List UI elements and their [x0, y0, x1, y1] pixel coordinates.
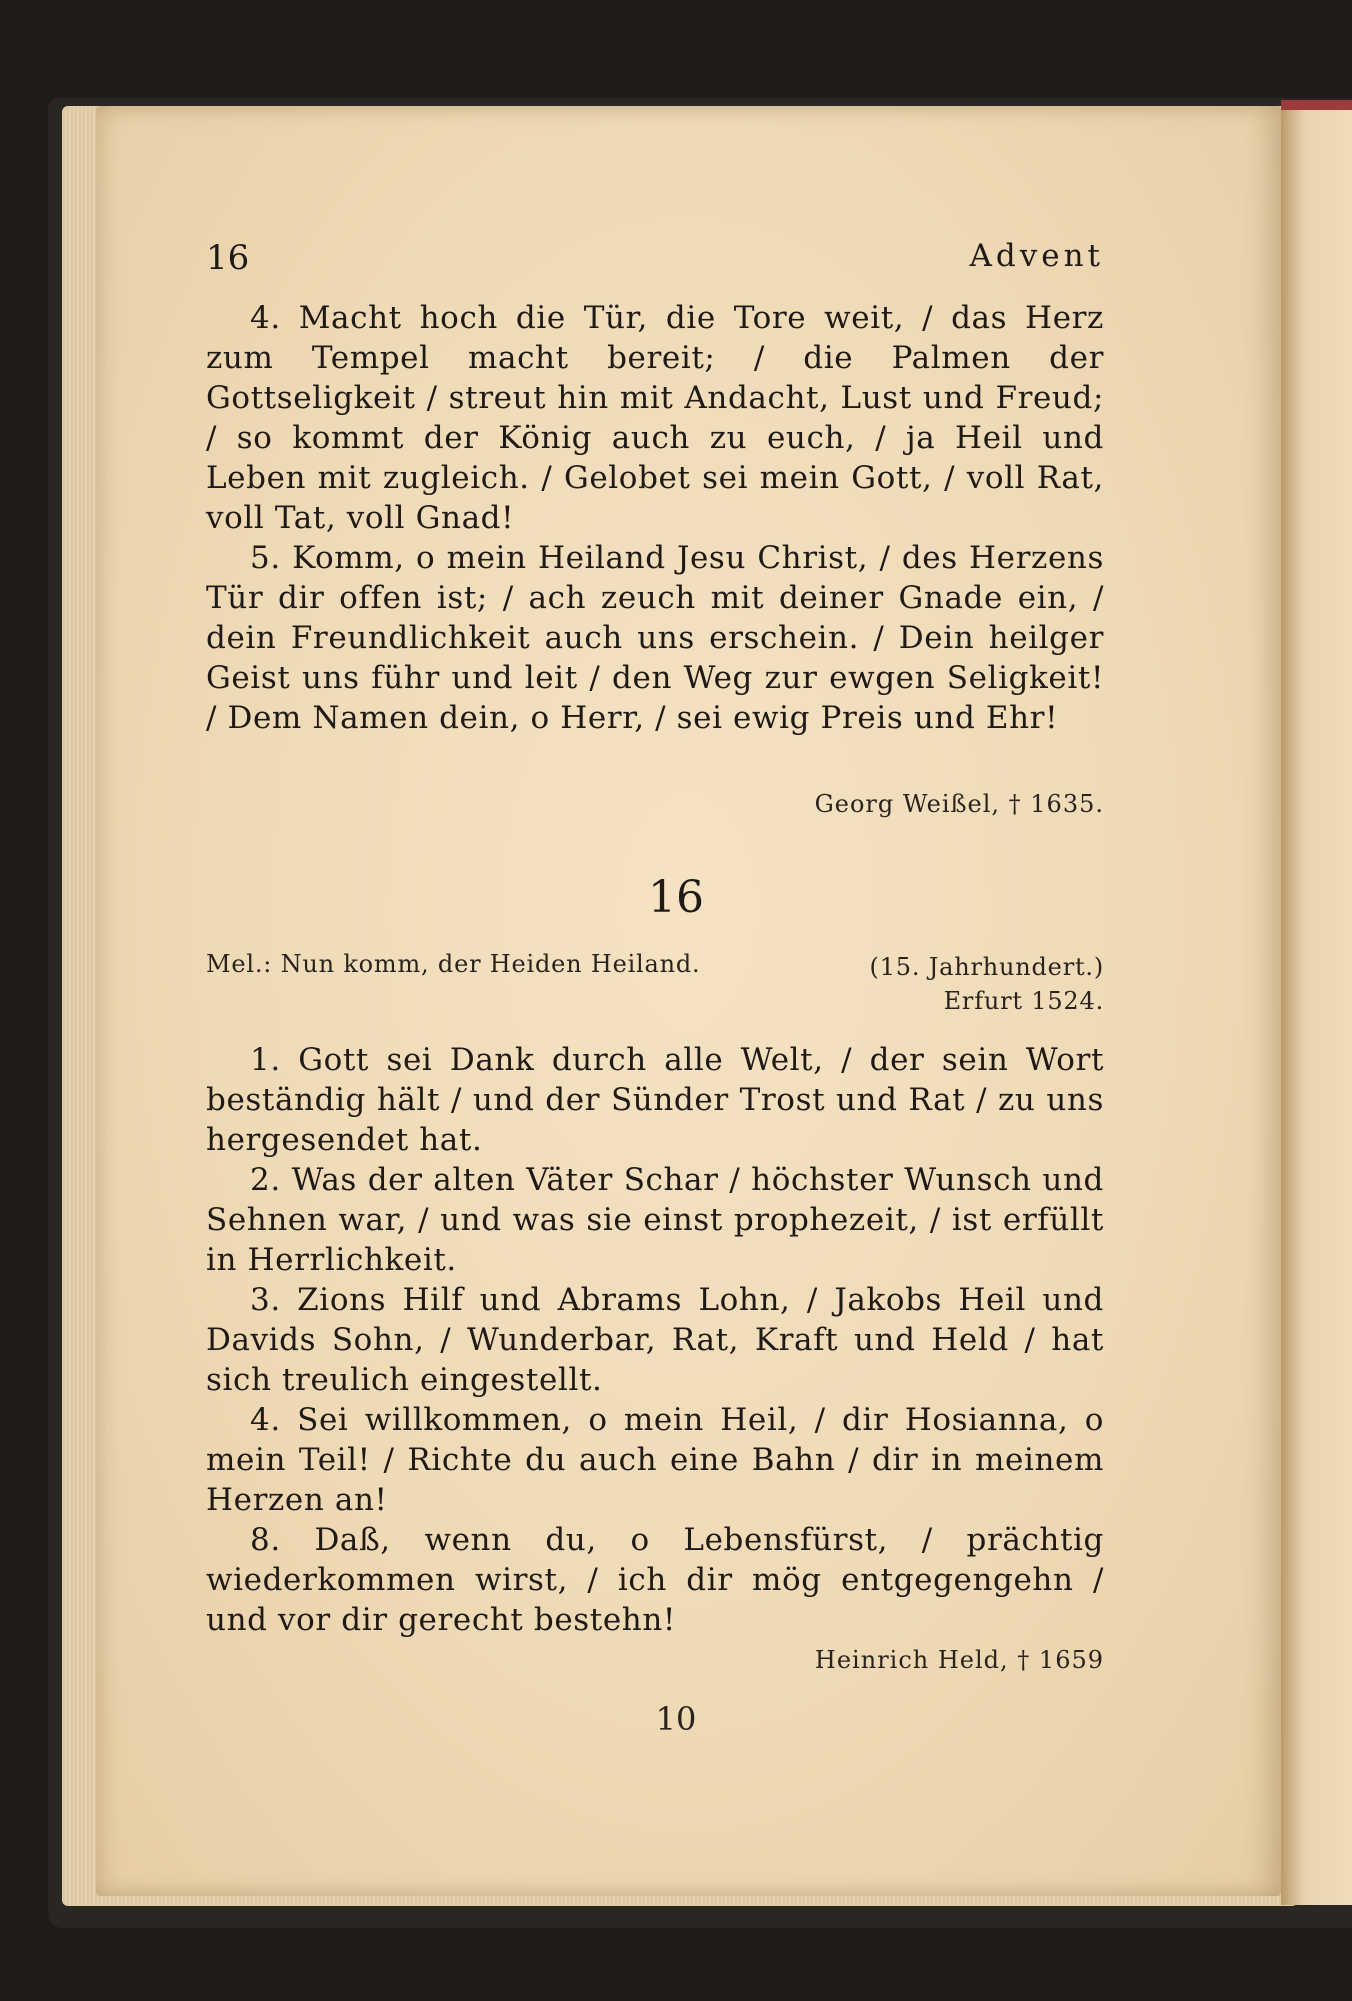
previous-hymn-stanzas — [206, 298, 1104, 738]
signature-mark: 10 — [655, 1700, 697, 1738]
running-title: Advent — [969, 238, 1104, 274]
stanza-5-prev: 5. Komm, o mein Heiland Jesu Christ, / des Herzens Tür dir offen ist; / ach zeuch mit deiner Gnade ein, / dein Freundlichkeit auch uns erschein. / Dein heilger Geist uns führ und leit / den Weg zur ewgen Seligkeit! / Dem Namen dein, o Herr, / sei ewig Preis und Ehr! — [206, 540, 1104, 736]
stanza-8: 8. Daß, wenn du, o Lebensfürst, / prächtig wiederkommen wirst, / ich dir mög entgegengehn / und vor dir gerecht bestehn! — [206, 1522, 1104, 1638]
hymn-number: 16 — [648, 872, 704, 923]
stanza-2: 2. Was der alten Väter Schar / höchster Wunsch und Sehnen war, / und was sie einst prophezeit, / ist erfüllt in Herrlichkeit. — [206, 1162, 1104, 1278]
page-header — [206, 238, 1104, 282]
stanza-4-prev: 4. Macht hoch die Tür, die Tore weit, / das Herz zum Tempel macht bereit; / die Palmen der Gottseligkeit / streut hin mit Andacht, Lust und Freud; / so kommt der König auch zu euch, / ja Heil und Leben mit zugleich. / Gelobet sei mein Gott, / voll Rat, voll Tat, voll Gnad! — [206, 300, 1104, 536]
origin-century: (15. Jahrhundert.) — [869, 953, 1104, 981]
stanza-3: 3. Zions Hilf und Abrams Lohn, / Jakobs Heil und Davids Sohn, / Wunderbar, Rat, Kraft und Held / hat sich treulich eingestellt. — [206, 1282, 1104, 1398]
melody-line: Mel.: Nun komm, der Heiden Heiland. — [206, 950, 701, 978]
facing-page-edge — [1281, 100, 1352, 1905]
hymn-attribution: Heinrich Held, † 1659 — [814, 1646, 1104, 1674]
stanza-4: 4. Sei willkommen, o mein Heil, / dir Hosianna, o mein Teil! / Richte du auch eine Bahn / dir in meinem Herzen an! — [206, 1402, 1104, 1518]
hymn-stanzas — [206, 1040, 1104, 1640]
previous-hymn-attribution: Georg Weißel, † 1635. — [814, 790, 1104, 818]
origin — [870, 950, 1104, 1018]
melody-row — [206, 950, 1104, 1020]
page-number: 16 — [206, 238, 250, 278]
stanza-1: 1. Gott sei Dank durch alle Welt, / der sein Wort beständig hält / und der Sünder Trost und Rat / zu uns hergesendet hat. — [206, 1042, 1104, 1158]
origin-place: Erfurt 1524. — [943, 987, 1104, 1015]
